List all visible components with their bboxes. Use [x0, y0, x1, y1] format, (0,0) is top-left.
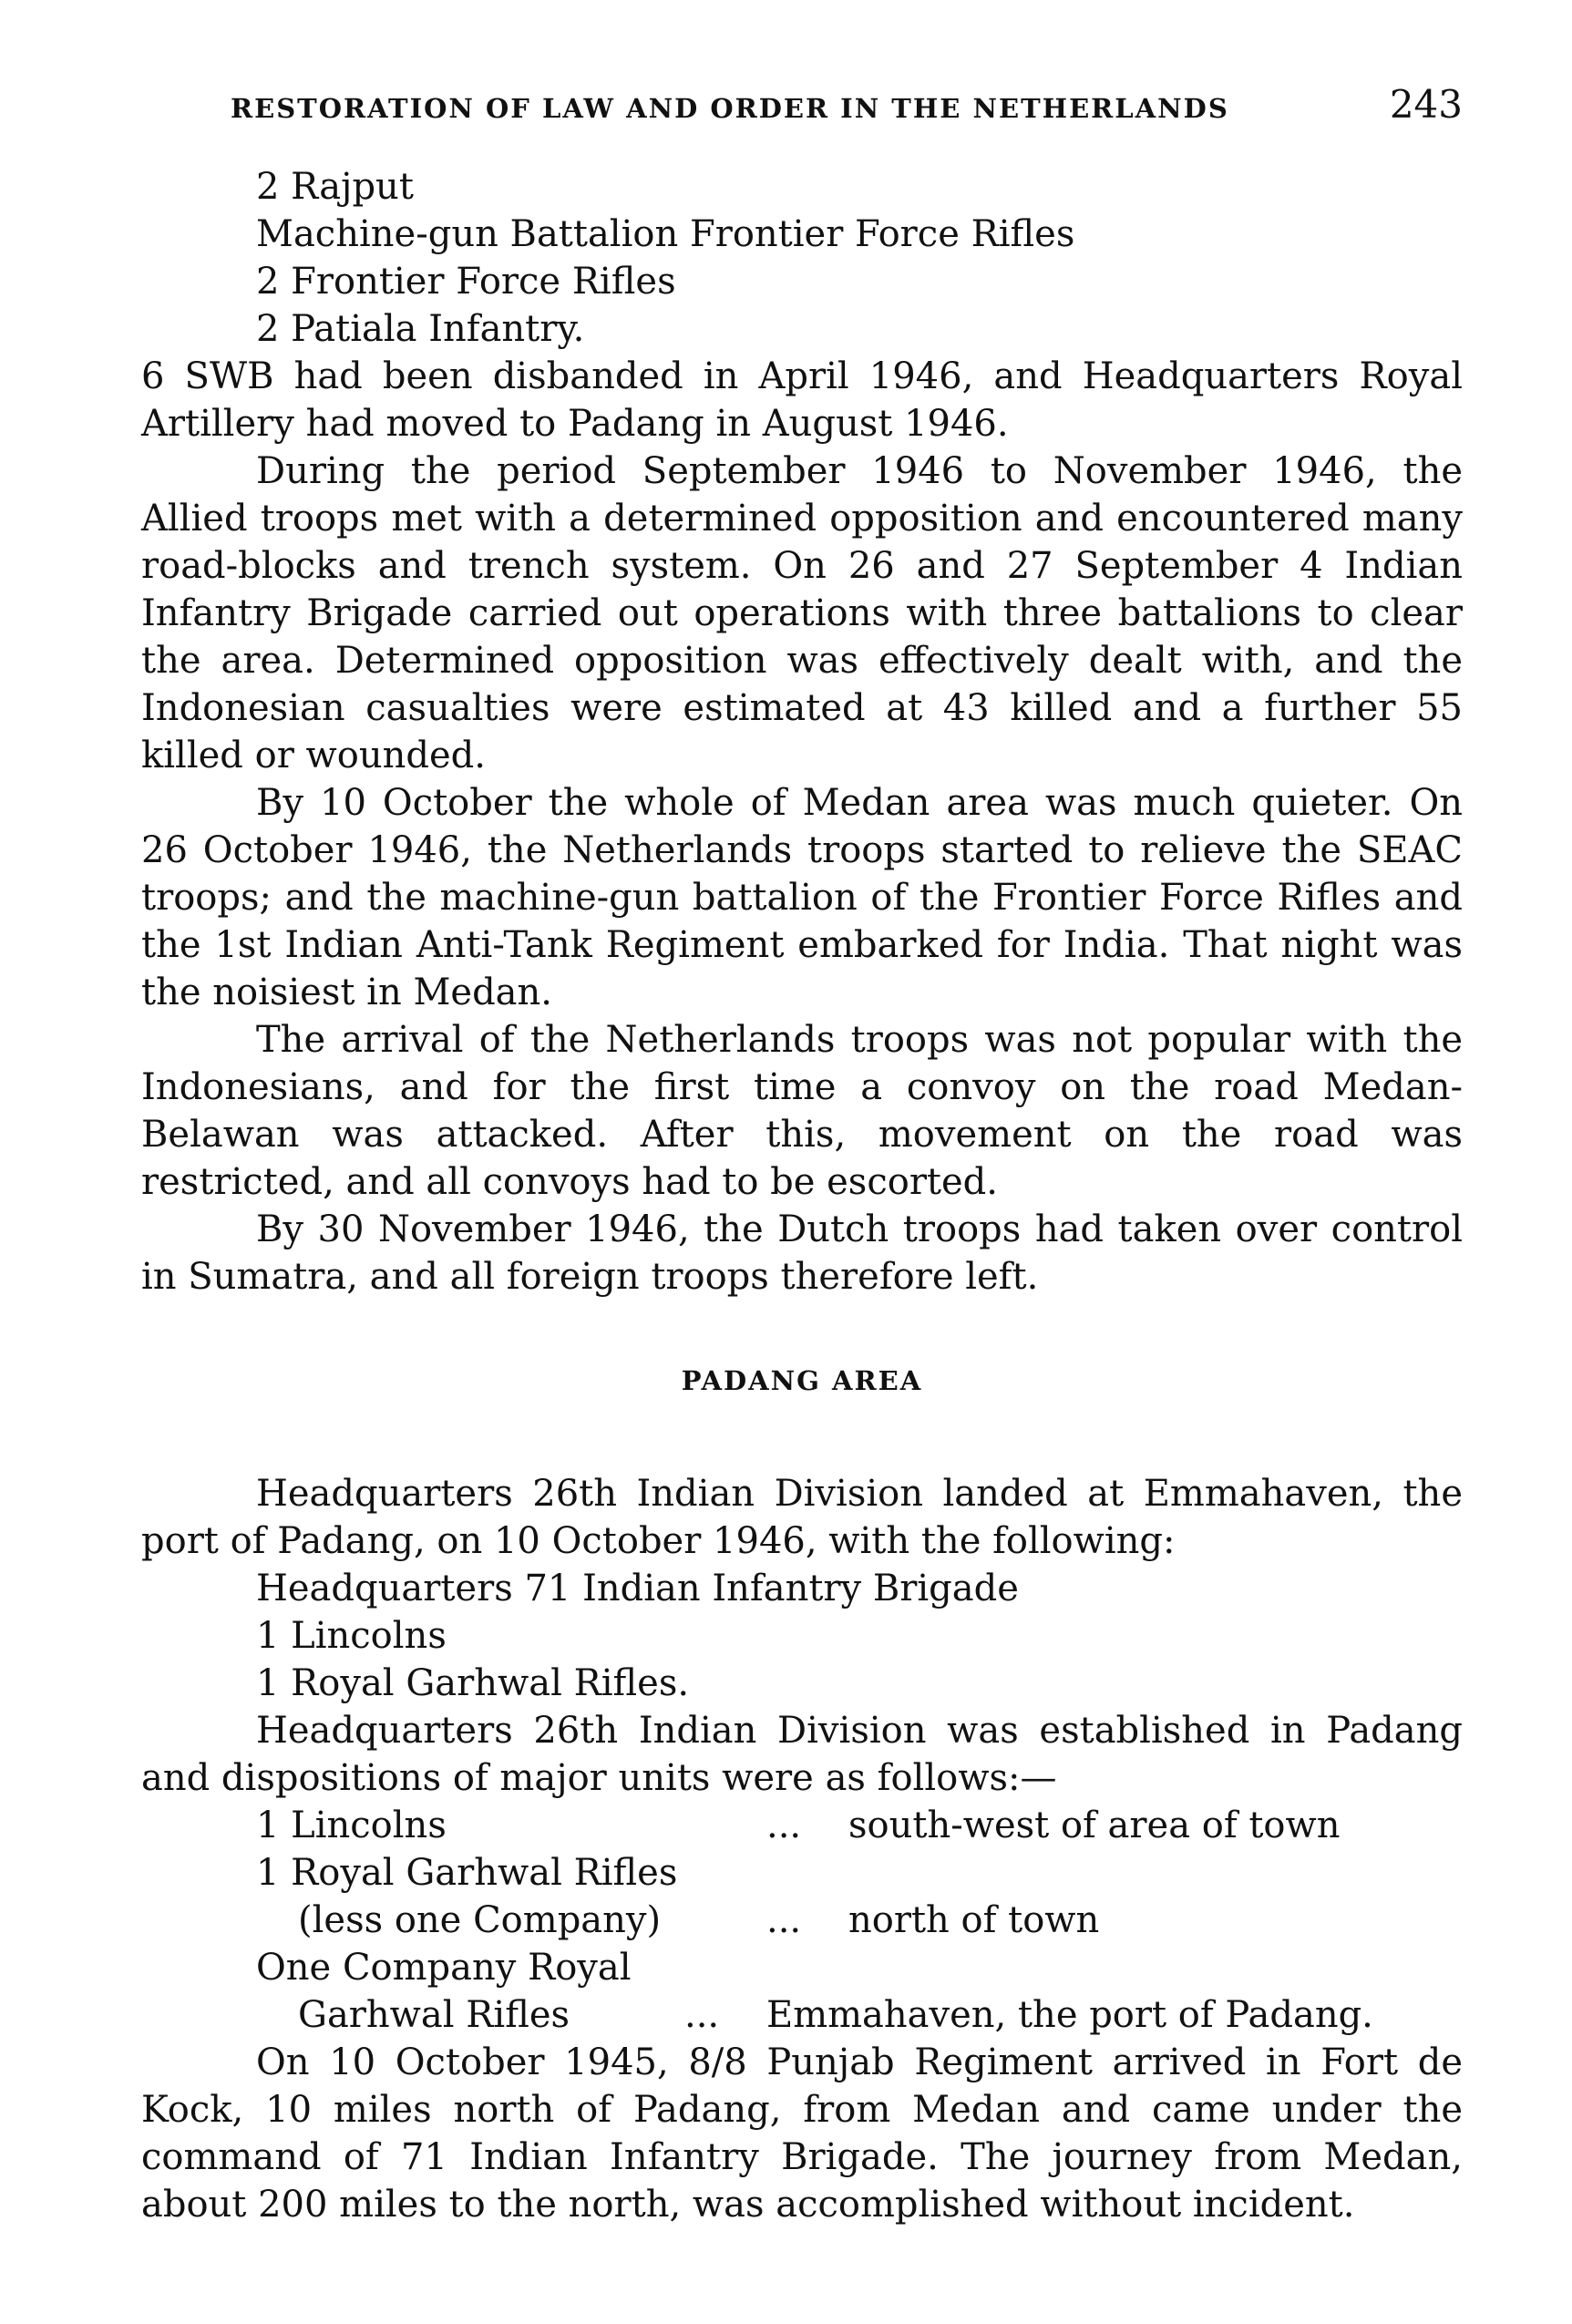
list-item: 2 Frontier Force Rifles: [256, 261, 676, 303]
dispositions-table: [141, 1802, 1463, 2039]
disposition-unit-cont: (less one Company): [298, 1899, 662, 1941]
table-row: [256, 1802, 1463, 1849]
disposition-unit: 1 Royal Garhwal Rifles: [256, 1852, 678, 1894]
paragraph-opposition: During the period September 1946 to November 1946, the Allied troops met with a determined opposition and encountered many road-blocks and trench system. On 26 and 27 September 4 Indian Infantry Brigade carried out operations with three battalions to clear the area. Determined opposition was effectively dealt with, and the Indonesian casualties were estimated at 43 killed and a further 55 killed or wounded.: [141, 450, 1463, 776]
disposition-location: south-west of area of town: [848, 1805, 1341, 1846]
running-header-title: RESTORATION OF LAW AND ORDER IN THE NETHERLANDS: [231, 93, 1229, 124]
table-row: [256, 1897, 1463, 1944]
paragraph-punjab-regiment: On 10 October 1945, 8/8 Punjab Regiment arrived in Fort de Kock, 10 miles north of Padang, from Medan and came under the command of 71 Indian Infantry Brigade. The journey from Medan, about 200 miles to the north, was accomplished without incident.: [141, 2041, 1463, 2226]
page-number: 243: [1389, 82, 1463, 127]
page-body: [141, 163, 1463, 2228]
table-row: [256, 1991, 1463, 2039]
table-row: [256, 1944, 1463, 1991]
paragraph-hq-landed: Headquarters 26th Indian Division landed at Emmahaven, the port of Padang, on 10 October 1946, with the following:: [141, 1473, 1463, 1562]
list-item: Headquarters 71 Indian Infantry Brigade: [256, 1568, 1019, 1609]
list-item: 2 Rajput: [256, 166, 414, 208]
disposition-location: Emmahaven, the port of Padang.: [766, 1994, 1373, 2036]
list-item: Machine-gun Battalion Frontier Force Rifles: [256, 213, 1075, 255]
disposition-unit-cont: Garhwal Rifles: [298, 1994, 570, 2036]
unit-list-medan: [141, 163, 1463, 353]
disposition-location: north of town: [848, 1899, 1100, 1941]
unit-list-padang: [141, 1565, 1463, 1707]
paragraph-medan-quieter: By 10 October the whole of Medan area was much quieter. On 26 October 1946, the Netherlands troops started to relieve the SEAC troops; and the machine-gun battalion of the Frontier Force Rifles and the 1st Indian Anti-Tank Regiment embarked for India. That night was the noisiest in Medan.: [141, 782, 1463, 1013]
paragraph-dutch-control: By 30 November 1946, the Dutch troops had taken over control in Sumatra, and all foreign troops therefore left.: [141, 1208, 1463, 1298]
leader-dots: ...: [684, 1994, 720, 2036]
leader-dots: ...: [766, 1805, 802, 1846]
paragraph-swb-disbanded: 6 SWB had been disbanded in April 1946, and Headquarters Royal Artillery had moved to Padang in August 1946.: [141, 355, 1463, 445]
list-item: 2 Patiala Infantry.: [256, 308, 585, 350]
leader-dots: ...: [766, 1899, 802, 1941]
paragraph-convoy-attacked: The arrival of the Netherlands troops was not popular with the Indonesians, and for the first time a convoy on the road Medan-Belawan was attacked. After this, movement on the road was restricted, and all convoys had to be escorted.: [141, 1019, 1463, 1203]
section-heading-padang: PADANG AREA: [681, 1365, 923, 1396]
running-header: [231, 82, 1463, 127]
disposition-unit: 1 Lincolns: [256, 1805, 447, 1846]
list-item: 1 Lincolns: [256, 1615, 447, 1657]
table-row: [256, 1849, 1463, 1897]
list-item: 1 Royal Garhwal Rifles.: [256, 1662, 690, 1704]
disposition-unit: One Company Royal: [256, 1947, 632, 1989]
paragraph-dispositions: Headquarters 26th Indian Division was established in Padang and dispositions of major units were as follows:—: [141, 1710, 1463, 1799]
